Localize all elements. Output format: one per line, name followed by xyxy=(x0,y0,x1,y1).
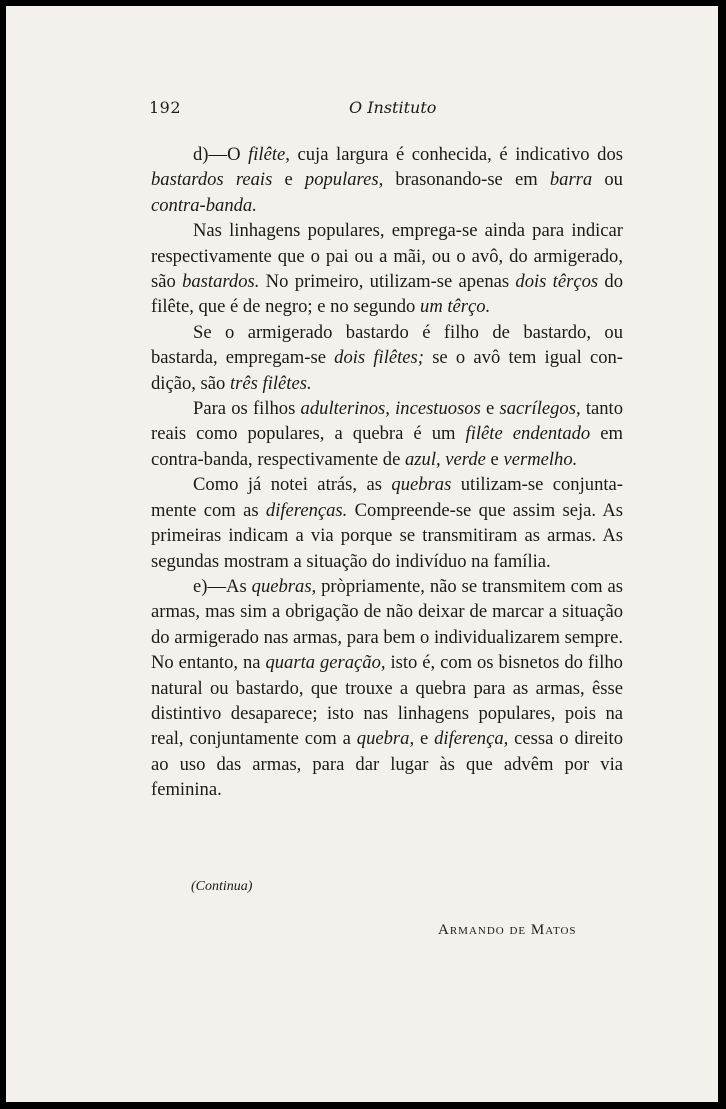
author-signature: Armando de Matos xyxy=(438,922,577,938)
italic-term: diferenças. xyxy=(265,499,348,521)
italic-term: quebras xyxy=(391,474,452,496)
text-run: Se o armigerado bastardo é filho de bastardo, ou bastarda, empregam-se xyxy=(151,321,623,369)
text-run: e)—As xyxy=(193,575,252,597)
text-run: brasonando-se em xyxy=(383,169,550,191)
page-header xyxy=(149,98,599,120)
italic-term: três filêtes. xyxy=(230,372,312,394)
italic-term: quebras, xyxy=(251,575,317,597)
text-run: e xyxy=(414,728,435,750)
text-run: ou xyxy=(592,169,623,191)
text-run: e xyxy=(480,398,500,420)
italic-term: sacrílegos, xyxy=(499,398,581,420)
italic-term: filête endentado xyxy=(465,423,591,445)
continued-note: (Continua) xyxy=(191,879,253,894)
text-run: em contra-banda, respectivamente de xyxy=(151,423,623,470)
paragraph xyxy=(151,142,623,218)
text-run: tanto reais como populares, a quebra é um xyxy=(151,398,623,445)
italic-term: dois têrços xyxy=(515,271,599,293)
text-run: d)—O xyxy=(193,144,249,165)
text-run: Compreende-se que assim seja. As primeiras indicam a via porque se transmitiram as armas. As segundas mostram a situação do indivíduo na família. xyxy=(151,499,623,572)
text-run: isto é, com os bisnetos do filho natural ou bastardo, que trouxe a quebra para as armas, êsse distintivo desaparece; isto nas linhagens populares, pois na real, conjuntamente com a xyxy=(151,652,623,750)
text-run: pròpriamente, não se transmitem com as armas, mas sim a obrigação de não deixar de marcar a situação do armigerado nas armas, para bem o individualizarem sempre. No entanto, na xyxy=(151,575,624,674)
text-run: Para os filhos xyxy=(193,398,301,420)
italic-term: bastardos. xyxy=(182,271,260,293)
italic-term: quebra, xyxy=(356,728,415,750)
italic-term: azul, verde xyxy=(405,448,486,470)
article-body xyxy=(151,142,623,803)
italic-term: bastardos reais xyxy=(151,169,273,191)
text-run: No primeiro, utilizam-se apenas xyxy=(259,271,516,293)
italic-term: filête, xyxy=(248,144,290,165)
text-run: cuja largura é conhecida, é indicativo dos xyxy=(289,144,623,165)
text-run: e xyxy=(272,169,305,191)
paragraph xyxy=(151,396,623,472)
running-title: O Instituto xyxy=(349,98,437,117)
text-run: utilizam-se conjuntamente com as xyxy=(151,474,623,521)
book-page xyxy=(6,6,718,1102)
italic-term: diferença, xyxy=(434,728,509,750)
text-run: Como já notei atrás, as xyxy=(193,474,392,496)
paragraph xyxy=(151,574,623,803)
page-number: 192 xyxy=(149,98,182,117)
italic-term: quarta geração, xyxy=(265,652,386,674)
text-run: do filête, que é de negro; e no segundo xyxy=(151,271,623,318)
italic-term: dois filêtes; xyxy=(334,347,424,369)
italic-term: um têrço. xyxy=(420,296,491,318)
italic-term: vermelho. xyxy=(503,448,578,470)
text-run: cessa o direito ao uso das armas, para dar lugar às que advêm por via feminina. xyxy=(151,728,623,801)
italic-term: barra xyxy=(549,169,593,191)
italic-term: contra-banda. xyxy=(151,194,257,216)
paragraph xyxy=(151,320,623,396)
text-run: e xyxy=(485,448,504,470)
text-run: se o avô tem igual condição, são xyxy=(151,347,623,394)
paragraph xyxy=(151,472,623,574)
paragraph xyxy=(151,218,623,320)
italic-term: populares, xyxy=(304,169,384,191)
text-run: Nas linhagens populares, emprega-se ainda para indicar respectivamente que o pai ou a mãi, ou o avô, do armigerado, são xyxy=(151,220,623,293)
italic-term: adulterinos, incestuosos xyxy=(300,398,481,420)
